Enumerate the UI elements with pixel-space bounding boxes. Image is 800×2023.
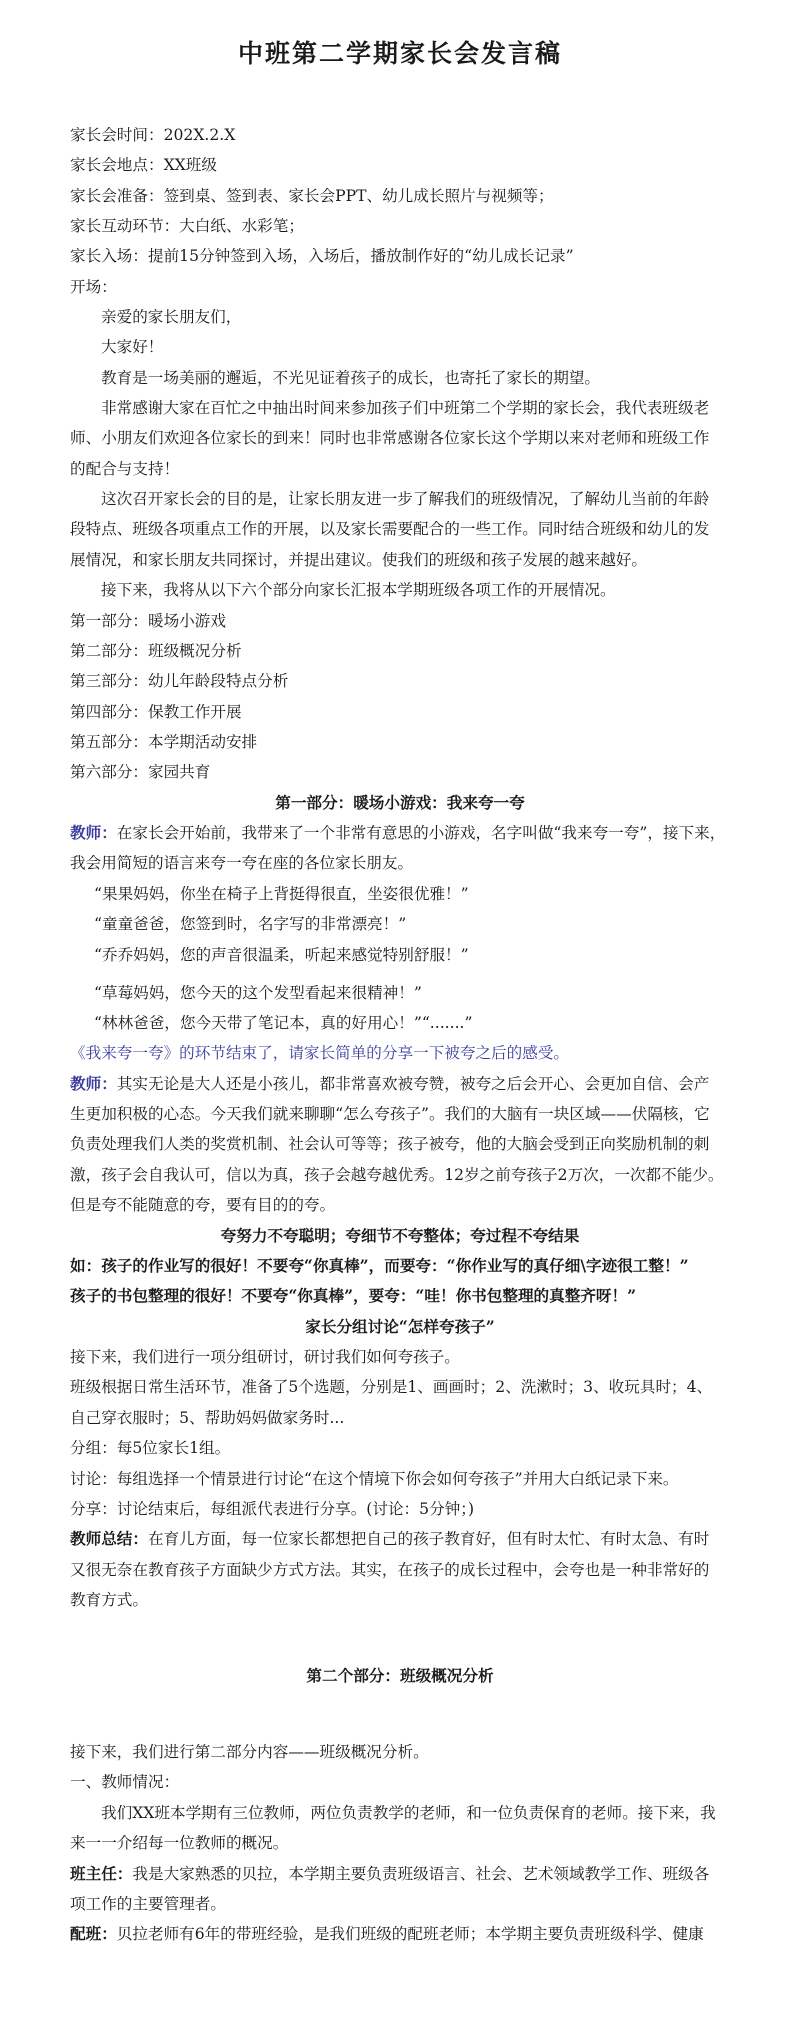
- text-line: [70, 1195, 335, 1215]
- text-line: [70, 519, 709, 539]
- line-text: 自己穿衣服时；5、帮助妈妈做家务时...: [70, 1409, 345, 1427]
- line-text: 接下来，我们进行一项分组研讨，研讨我们如何夸孩子。: [70, 1348, 460, 1366]
- text-line: [101, 1803, 716, 1823]
- text-line: [70, 1924, 704, 1944]
- line-text: 第六部分：家园共育: [70, 763, 211, 781]
- line-text: 激，孩子会自我认可，信以为真，孩子会越夸越优秀。12岁之前夸孩子2万次，一次都不能少。: [70, 1166, 724, 1184]
- text-line: [70, 1894, 226, 1914]
- text-line: [94, 945, 469, 965]
- line-text: 在育儿方面，每一位家长都想把自己的孩子教育好，但有时太忙、有时太急、有时: [147, 1530, 710, 1548]
- text-line: [70, 611, 226, 631]
- text-line: [101, 337, 163, 357]
- line-text: 亲爱的家长朋友们，: [101, 308, 242, 326]
- text-line: [70, 1074, 709, 1094]
- line-text: 夸努力不夸聪明；夸细节不夸整体；夸过程不夸结果: [220, 1226, 580, 1245]
- line-text: “果果妈妈，你坐在椅子上背挺得很直，坐姿很优雅！”: [94, 885, 469, 903]
- line-text: 如：孩子的作业写的很好！不要夸“你真棒”，而要夸：“你作业写的真仔细\字迹很工整！”: [70, 1256, 689, 1275]
- text-line: [70, 1104, 710, 1124]
- text-line: [101, 307, 241, 327]
- text-line: [101, 368, 600, 388]
- line-text: 家长入场：提前15分钟签到入场，入场后，播放制作好的“幼儿成长记录”: [70, 247, 574, 265]
- line-text: 开场：: [70, 278, 117, 296]
- text-line: [94, 884, 469, 904]
- line-text: 一、教师情况：: [70, 1773, 180, 1791]
- line-text: 来一一介绍每一位教师的概况。: [70, 1834, 289, 1852]
- line-text: 负责处理我们人类的奖赏机制、社会认可等等；孩子被夸，他的大脑会受到正向奖励机制的刺: [70, 1135, 710, 1153]
- text-line: [70, 853, 413, 873]
- text-line: [70, 1560, 709, 1580]
- line-text: “林林爸爸，您今天带了笔记本，真的好用心！”“.......”: [94, 1014, 473, 1032]
- line-text: 教育方式。: [70, 1591, 148, 1609]
- line-text: 段特点、班级各项重点工作的开展，以及家长需要配合的一些工作。同时结合班级和幼儿的发: [70, 520, 710, 538]
- line-text: 非常感谢大家在百忙之中抽出时间来参加孩子们中班第二个学期的家长会，我代表班级老: [101, 399, 710, 417]
- line-text: 大家好！: [101, 338, 164, 356]
- line-text: 接下来，我们进行第二部分内容——班级概况分析。: [70, 1743, 429, 1761]
- text-line: [70, 1286, 636, 1306]
- text-line: [70, 155, 217, 175]
- speaker-label: 教师：: [70, 823, 117, 842]
- line-text: 其实无论是大人还是小孩儿，都非常喜欢被夸赞，被夸之后会开心、会更加自信、会产: [116, 1075, 710, 1093]
- text-line: [70, 1529, 709, 1549]
- text-line: [70, 459, 179, 479]
- text-line: [94, 1013, 472, 1033]
- line-text: 项工作的主要管理者。: [70, 1895, 226, 1913]
- line-text: 家长会准备：签到桌、签到表、家长会PPT、幼儿成长照片与视频等；: [70, 187, 554, 205]
- line-text: 家长互动环节：大白纸、水彩笔；: [70, 217, 304, 235]
- text-line: [70, 1438, 230, 1458]
- text-line: [70, 277, 117, 297]
- line-text: 又很无奈在教育孩子方面缺少方式方法。其实，在孩子的成长过程中，会夸也是一种非常好的: [70, 1561, 710, 1579]
- line-text: 分组：每5位家长1组。: [70, 1439, 231, 1457]
- line-text: 第三部分：幼儿年龄段特点分析: [70, 672, 289, 690]
- text-line: [101, 580, 616, 600]
- text-line: [70, 1408, 344, 1428]
- section-heading: [0, 1226, 800, 1246]
- speaker-label: 教师总结：: [70, 1529, 148, 1548]
- line-text: 第二部分：班级概况分析: [70, 642, 242, 660]
- text-line: [94, 914, 406, 934]
- text-line: [70, 1469, 679, 1489]
- text-line: [70, 1833, 288, 1853]
- line-text: 家长分组讨论“怎样夸孩子”: [305, 1317, 495, 1336]
- line-text: 展情况，和家长朋友共同探讨，并提出建议。使我们的班级和孩子发展的越来越好。: [70, 551, 647, 569]
- text-line: [70, 1742, 429, 1762]
- line-text: “草莓妈妈，您今天的这个发型看起来很精神！”: [94, 984, 422, 1002]
- line-text: 分享：讨论结束后，每组派代表进行分享。(讨论：5分钟；): [70, 1500, 475, 1518]
- speaker-label: 班主任：: [70, 1864, 133, 1883]
- line-text: 班级根据日常生活环节，准备了5个选题，分别是1、画画时；2、洗漱时；3、收玩具时；4、: [70, 1378, 713, 1396]
- text-line: [70, 671, 288, 691]
- line-text: 的配合与支持！: [70, 460, 180, 478]
- line-text: 《我来夸一夸》的环节结束了，请家长简单的分享一下被夸之后的感受。: [70, 1044, 570, 1062]
- text-line: [70, 823, 725, 843]
- section-heading: [0, 1666, 800, 1686]
- line-text: 师、小朋友们欢迎各位家长的到来！同时也非常感谢各位家长这个学期以来对老师和班级工作: [70, 429, 710, 447]
- line-text: 这次召开家长会的目的是，让家长朋友进一步了解我们的班级情况，了解幼儿当前的年龄: [101, 490, 710, 508]
- text-line: [70, 1347, 460, 1367]
- text-line: [70, 428, 709, 448]
- line-text: 贝拉老师有6年的带班经验，是我们班级的配班老师；本学期主要负责班级科学、健康: [116, 1925, 704, 1943]
- line-text: 第一部分：暖场小游戏: [70, 612, 226, 630]
- line-text: 在家长会开始前，我带来了一个非常有意思的小游戏，名字叫做“我来夸一夸”，接下来，: [116, 824, 726, 842]
- text-line: [70, 246, 574, 266]
- line-text: 我们XX班本学期有三位教师，两位负责教学的老师，和一位负责保育的老师。接下来，我: [101, 1804, 716, 1822]
- text-line: [101, 489, 709, 509]
- text-line: [70, 641, 242, 661]
- line-text: 孩子的书包整理的很好！不要夸“你真棒”，要夸：“哇！你书包整理的真整齐呀！”: [70, 1286, 637, 1305]
- text-line: [70, 1165, 724, 1185]
- line-text: 生更加积极的心态。今天我们就来聊聊“怎么夸孩子”。我们的大脑有一块区域——伏隔核，它: [70, 1105, 710, 1123]
- line-text: 家长会地点：XX班级: [70, 156, 217, 174]
- text-line: [101, 398, 709, 418]
- text-line: [70, 550, 647, 570]
- line-text: 但是夸不能随意的夸，要有目的的夸。: [70, 1196, 336, 1214]
- text-line: [70, 186, 554, 206]
- line-text: 第一部分：暖场小游戏：我来夸一夸: [275, 793, 525, 812]
- text-line: [70, 702, 242, 722]
- text-line: [70, 1590, 148, 1610]
- text-line: [70, 1499, 474, 1519]
- text-line: [70, 125, 235, 145]
- line-text: 教育是一场美丽的邂逅，不光见证着孩子的成长，也寄托了家长的期望。: [101, 369, 601, 387]
- line-text: 讨论：每组选择一个情景进行讨论“在这个情境下你会如何夸孩子”并用大白纸记录下来。: [70, 1470, 679, 1488]
- text-line: [70, 1772, 179, 1792]
- text-line: [70, 762, 210, 782]
- document-title: 中班第二学期家长会发言稿: [237, 39, 562, 68]
- speaker-label: 配班：: [70, 1924, 117, 1943]
- speaker-label: 教师：: [70, 1074, 117, 1093]
- line-text: 我是大家熟悉的贝拉，本学期主要负责班级语言、社会、艺术领域教学工作、班级各: [132, 1865, 710, 1883]
- text-line: [94, 983, 422, 1003]
- section-heading: [0, 1317, 800, 1337]
- line-text: “乔乔妈妈，您的声音很温柔，听起来感觉特别舒服！”: [94, 946, 469, 964]
- text-line: [70, 1377, 712, 1397]
- text-line: [70, 732, 257, 752]
- text-line: [70, 1864, 709, 1884]
- line-text: 第四部分：保教工作开展: [70, 703, 242, 721]
- text-line: [70, 1256, 689, 1276]
- line-text: 第二个部分：班级概况分析: [306, 1666, 494, 1685]
- section-heading: [0, 793, 800, 813]
- text-line: [70, 216, 304, 236]
- line-text: 家长会时间：202X.2.X: [70, 126, 236, 144]
- text-line: [70, 1043, 569, 1063]
- line-text: 第五部分：本学期活动安排: [70, 733, 258, 751]
- line-text: “童童爸爸，您签到时，名字写的非常漂亮！”: [94, 915, 407, 933]
- line-text: 接下来，我将从以下六个部分向家长汇报本学期班级各项工作的开展情况。: [101, 581, 616, 599]
- line-text: 我会用简短的语言来夸一夸在座的各位家长朋友。: [70, 854, 414, 872]
- text-line: [70, 1134, 709, 1154]
